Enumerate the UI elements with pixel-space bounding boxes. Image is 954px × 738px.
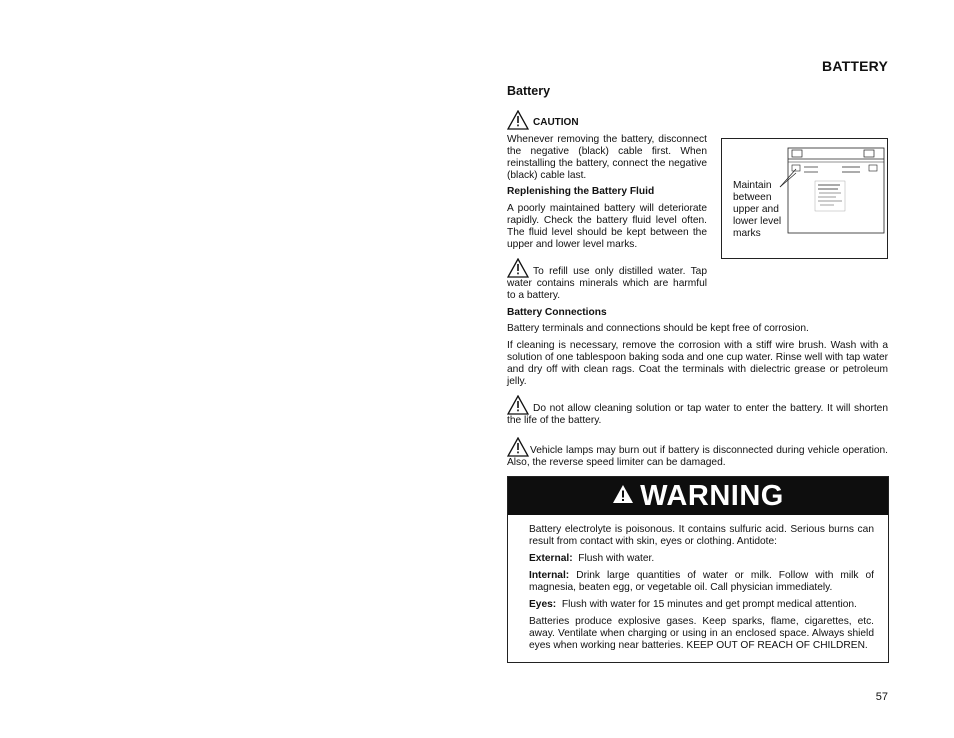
connections-text-2: If cleaning is necessary, remove the corrosion with a stiff wire brush. Wash with a solution of one tablespoon baking soda and one cup water. Rinse well with tap water and dry off with clean rags. Coat the terminals with dielectric grease or petroleum jelly.	[507, 340, 888, 387]
warning-triangle-icon	[507, 110, 529, 130]
caution-heading	[507, 110, 579, 130]
warning-banner	[508, 477, 888, 515]
replenishing-text: A poorly maintained battery will deteriorate rapidly. Check the battery fluid level often. The fluid level should be kept between the upper and lower level marks.	[507, 203, 707, 250]
warning-triangle-icon	[507, 258, 529, 278]
note-distilled-water	[507, 258, 707, 302]
connections-heading: Battery Connections	[507, 307, 607, 318]
warning-banner-icon	[612, 484, 634, 509]
note-vehicle-lamps	[507, 437, 888, 469]
warning-triangle-icon	[507, 395, 529, 415]
warning-box	[507, 476, 889, 663]
connections-text-1: Battery terminals and connections should be kept free of corrosion.	[507, 323, 809, 334]
warning-title: WARNING	[640, 479, 784, 512]
warning-external	[529, 553, 874, 565]
warning-eyes	[529, 599, 874, 611]
note-vehicle-lamps-text: Vehicle lamps may burn out if battery is disconnected during vehicle operation. Also, the reverse speed limiter can be damaged.	[507, 445, 888, 468]
warning-gases: Batteries produce explosive gases. Keep sparks, flame, cigarettes, etc. away. Ventilate when charging or using in an enclosed space. Always shield eyes when working near batteries. KEEP OUT OF REACH OF CHILDREN.	[529, 616, 874, 651]
figure-caption: Maintain between upper and lower level marks	[733, 180, 782, 239]
warning-internal-label: Internal:	[529, 570, 570, 581]
section-header: BATTERY	[822, 58, 888, 74]
warning-eyes-label: Eyes:	[529, 599, 557, 610]
note-distilled-water-text: To refill use only distilled water. Tap water contains minerals which are harmful to a battery.	[507, 266, 707, 301]
page-number: 57	[875, 691, 888, 703]
note-cleaning-solution-text: Do not allow cleaning solution or tap water to enter the battery. It will shorten the life of the battery.	[507, 403, 888, 426]
warning-triangle-icon	[507, 437, 529, 457]
warning-intro: Battery electrolyte is poisonous. It contains sulfuric acid. Serious burns can result from contact with skin, eyes or clothing. Antidote:	[529, 524, 874, 547]
battery-figure	[721, 138, 888, 259]
warning-internal-text: Drink large quantities of water or milk. Follow with milk of magnesia, beaten egg, or vegetable oil. Call physician immediately.	[529, 570, 874, 593]
replenishing-heading: Replenishing the Battery Fluid	[507, 186, 655, 197]
page-title: Battery	[507, 84, 551, 98]
warning-external-text: Flush with water.	[578, 553, 655, 564]
note-cleaning-solution	[507, 395, 888, 427]
caution-label: CAUTION	[533, 117, 579, 128]
warning-internal	[529, 570, 874, 594]
warning-body	[529, 524, 874, 657]
warning-external-label: External:	[529, 553, 573, 564]
caution-text: Whenever removing the battery, disconnect the negative (black) cable first. When reinstalling the battery, connect the negative (black) cable last.	[507, 134, 707, 181]
warning-eyes-text: Flush with water for 15 minutes and get prompt medical attention.	[561, 599, 857, 610]
